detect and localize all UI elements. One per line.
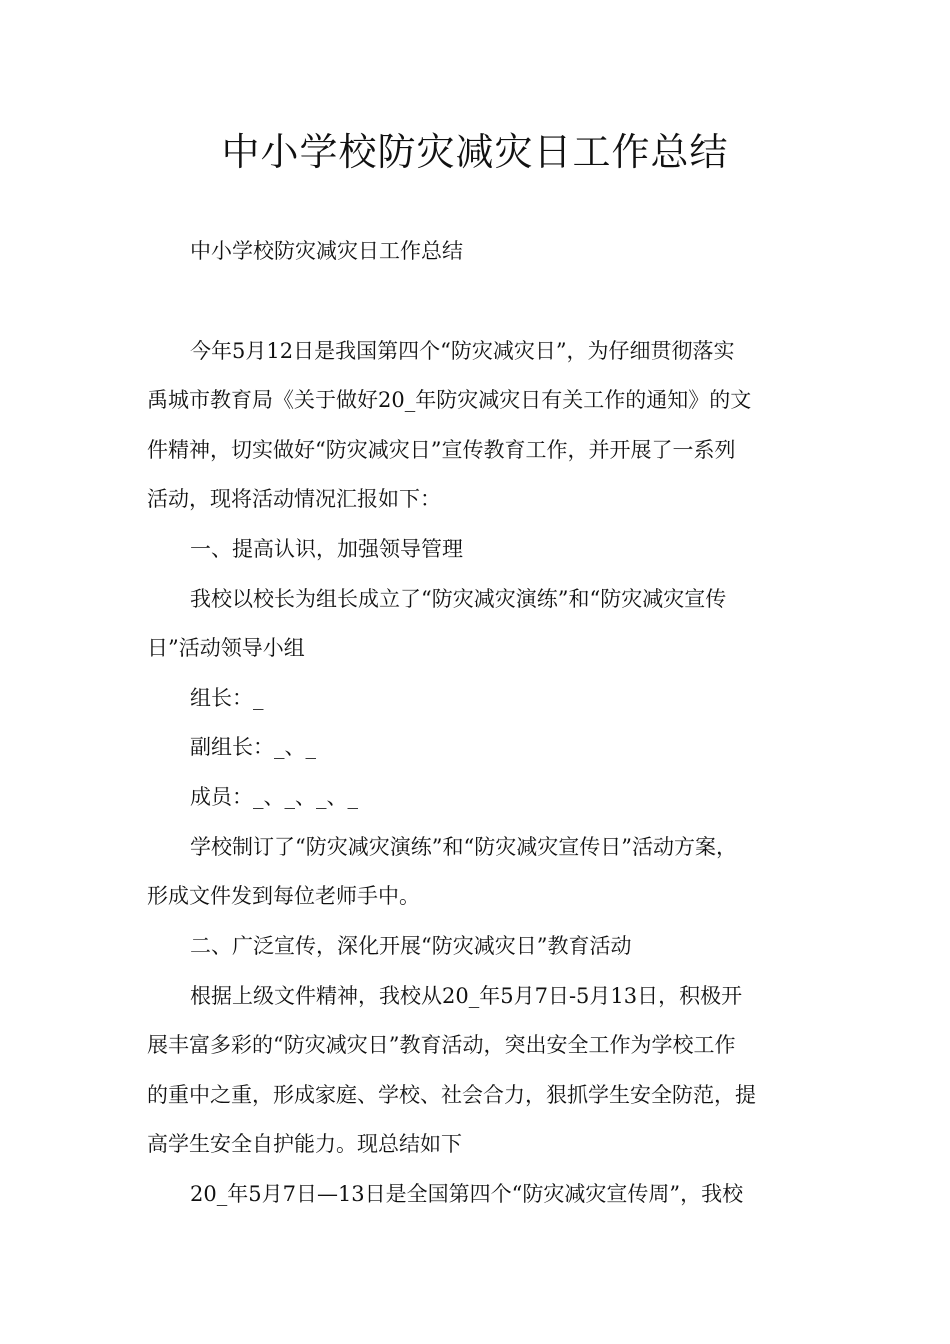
paragraph-line: 高学生安全自护能力。现总结如下 (147, 1132, 462, 1156)
leader-line: 组长：_ (190, 686, 264, 710)
paragraph-line: 件精神，切实做好“防灾减灾日”宣传教育工作，并开展了一系列 (147, 438, 736, 462)
section-heading: 一、提高认识，加强领导管理 (190, 537, 463, 561)
paragraph-line: 20_年5月7日—13日是全国第四个“防灾减灾宣传周”，我校 (190, 1182, 744, 1206)
paragraph-line: 我校以校长为组长成立了“防灾减灾演练”和“防灾减灾宣传 (190, 587, 727, 611)
paragraph-line: 今年5月12日是我国第四个“防灾减灾日”，为仔细贯彻落实 (190, 339, 735, 363)
subtitle-line: 中小学校防灾减灾日工作总结 (190, 239, 463, 263)
paragraph-line: 展丰富多彩的“防灾减灾日”教育活动，突出安全工作为学校工作 (147, 1033, 736, 1057)
deputy-leader-line: 副组长：_、_ (190, 735, 316, 759)
document-title: 中小学校防灾减灾日工作总结 (221, 130, 729, 174)
paragraph-line: 禹城市教育局《关于做好20_年防灾减灾日有关工作的通知》的文 (147, 388, 752, 412)
paragraph-line: 学校制订了“防灾减灾演练”和“防灾减灾宣传日”活动方案， (190, 835, 737, 859)
paragraph-line: 的重中之重，形成家庭、学校、社会合力，狠抓学生安全防范，提 (147, 1083, 756, 1107)
paragraph-line: 活动，现将活动情况汇报如下： (147, 487, 441, 511)
paragraph-line: 形成文件发到每位老师手中。 (147, 884, 420, 908)
paragraph-line: 日”活动领导小组 (147, 636, 305, 660)
members-line: 成员：_、_、_、_ (190, 785, 358, 809)
section-heading: 二、广泛宣传，深化开展“防灾减灾日”教育活动 (190, 934, 632, 958)
paragraph-line: 根据上级文件精神，我校从20_年5月7日-5月13日，积极开 (190, 984, 743, 1008)
